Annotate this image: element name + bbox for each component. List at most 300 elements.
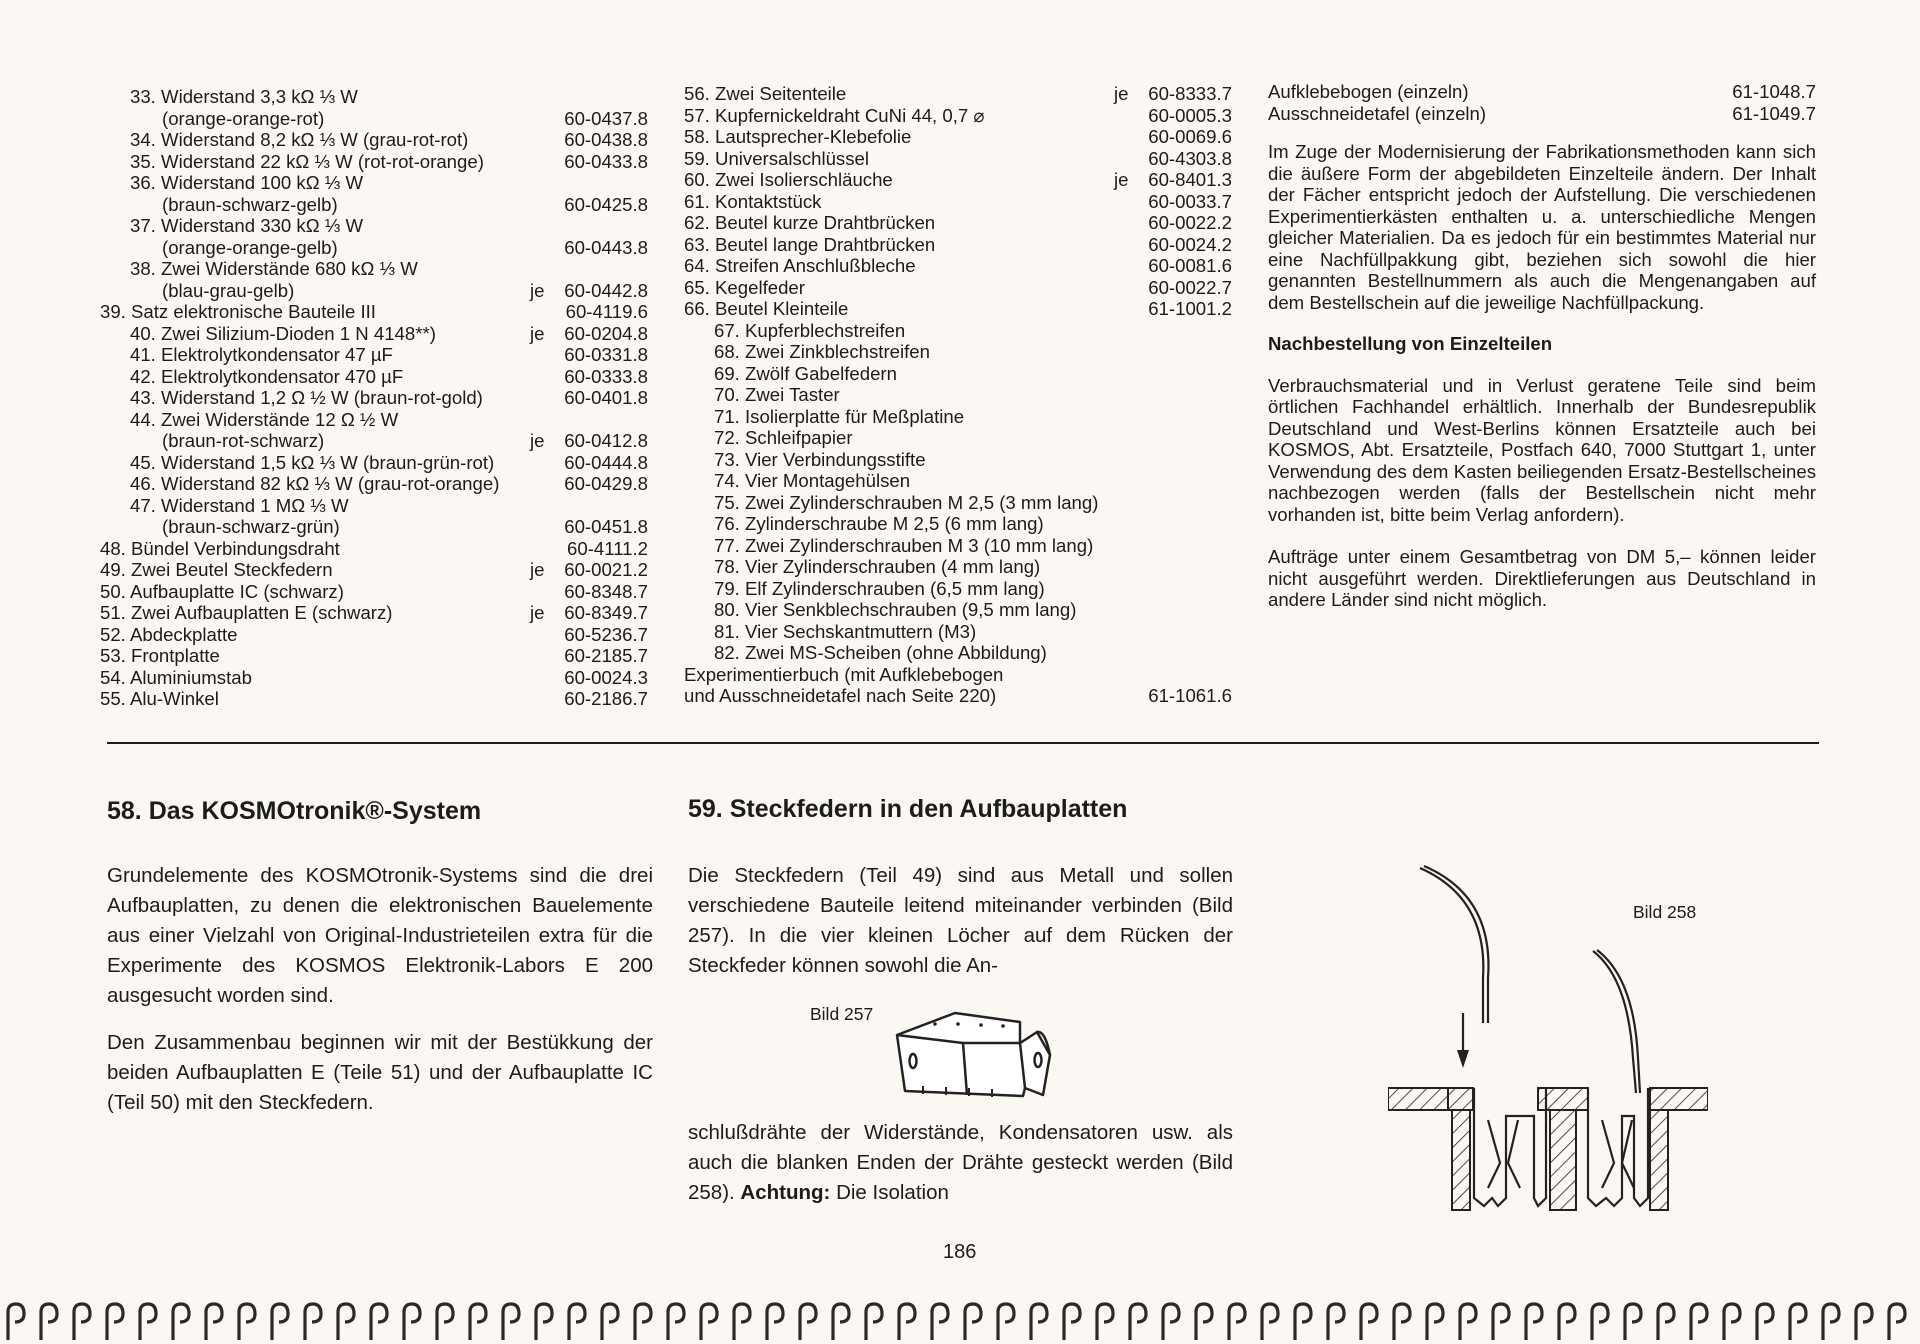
part-name: 37. Widerstand 330 kΩ ⅓ W [130,215,363,236]
part-name: 52. Abdeckplatte [100,623,238,645]
spiral-loop [569,1304,585,1340]
spiral-loop [866,1304,882,1340]
parts-list-row [100,495,648,517]
spiral-loop [668,1304,684,1340]
parts-list-row [684,341,1232,363]
part-name: 66. Beutel Kleinteile [684,298,849,319]
per-unit-marker [530,624,556,646]
per-unit-marker [530,258,556,280]
per-unit-marker [530,237,556,259]
order-minimum-paragraph: Aufträge unter einem Gesamtbetrag von DM 5,– können leider nicht ausgeführt werden. Direktlieferungen aus Deutschland in andere Länder sind nicht möglich. [1268,546,1816,610]
per-unit-marker [1114,212,1140,234]
part-name: 40. Zwei Silizium-Dioden 1 N 4148**) [130,322,436,344]
part-number: 60-0437.8 [564,107,648,129]
parts-list-row [100,301,648,323]
part-name: 80. Vier Senkblechschrauben (9,5 mm lang) [714,599,1077,620]
part-name: 73. Vier Verbindungsstifte [714,448,926,470]
parts-list-row [100,667,648,689]
part-name: 42. Elektrolytkondensator 470 µF [130,365,404,387]
part-number: 60-0081.6 [1148,255,1232,276]
per-unit-marker [530,387,556,409]
spiral-loop [800,1304,816,1340]
part-number [1140,664,1232,686]
part-number: 60-0024.3 [564,666,648,688]
part-number: 60-0333.8 [564,365,648,387]
part-name: 60. Zwei Isolierschläuche [684,169,893,190]
part-number [556,86,648,108]
spiral-loop [1823,1304,1839,1340]
spiral-loop [1229,1304,1245,1340]
parts-list-row [684,427,1232,449]
parts-list-row [100,151,648,173]
info-column [1268,81,1816,611]
part-name: und Ausschneidetafel nach Seite 220) [684,685,997,706]
part-name: 54. Aluminiumstab [100,666,252,688]
spiral-loop [1031,1304,1047,1340]
per-unit-marker [530,86,556,108]
spiral-loop [173,1304,189,1340]
part-number: 60-8333.7 [1148,83,1232,104]
part-number: 60-0022.7 [1148,276,1232,298]
parts-list-row [100,237,648,259]
spiral-loop [635,1304,651,1340]
part-name: 81. Vier Sechskantmuttern (M3) [714,620,977,642]
spiral-loop [734,1304,750,1340]
spiral-loop [932,1304,948,1340]
per-unit-marker [1114,664,1140,686]
parts-list-row [100,108,648,130]
page-number: 186 [943,1241,977,1263]
spiral-loop [1889,1304,1905,1340]
spiral-loop [1295,1304,1311,1340]
part-number: 60-8349.7 [564,602,648,623]
parts-list-row [100,344,648,366]
section-59-title: 59. Steckfedern in den Aufbauplatten [688,795,1128,823]
per-unit-marker [1114,126,1140,148]
part-name: 38. Zwei Widerstände 680 kΩ ⅓ W [130,258,418,279]
parts-list-row [684,492,1232,514]
parts-list-row [100,559,648,581]
section-59-paragraph-1: Die Steckfedern (Teil 49) sind aus Metall und sollen verschiedene Bauteile leitend miteinander verbinden (Bild 257). In die vier kleinen Löcher auf dem Rücken der Steckfeder können sowohl die An- [688,864,1233,977]
parts-list-row [100,688,648,710]
order-item-number: 61-1048.7 [1732,81,1816,102]
spiral-loop [1493,1304,1509,1340]
spiral-loop [107,1304,123,1340]
part-name: 47. Widerstand 1 MΩ ⅓ W [130,494,349,516]
per-unit-marker [530,129,556,151]
parts-list-row [100,258,648,280]
part-number: 60-4303.8 [1148,147,1232,169]
parts-list-row [684,406,1232,428]
per-unit-marker [1114,685,1140,707]
spiral-loop [1658,1304,1674,1340]
spiral-loop [140,1304,156,1340]
part-number: 61-1061.6 [1148,685,1232,706]
part-number [1140,341,1232,363]
parts-list-row [100,172,648,194]
per-unit-marker [530,172,556,194]
per-unit-marker [530,516,556,538]
figure-258-label: Bild 258 [1633,902,1697,922]
spiral-loop [1328,1304,1344,1340]
part-number: 60-2186.7 [564,688,648,709]
part-number: 60-0433.8 [564,150,648,172]
spiral-loop [305,1304,321,1340]
part-number: 60-4111.2 [567,537,648,559]
part-name: 79. Elf Zylinderschrauben (6,5 mm lang) [714,577,1045,599]
per-unit-marker [530,538,556,560]
per-unit-marker: je [530,279,545,301]
spiral-loop [338,1304,354,1340]
per-unit-marker [530,495,556,517]
spiral-loop [371,1304,387,1340]
per-unit-marker [1114,621,1140,643]
per-unit-marker [530,409,556,431]
part-number [1140,599,1232,621]
part-number: 60-0024.2 [1148,233,1232,255]
parts-list-row [100,387,648,409]
per-unit-marker [530,151,556,173]
parts-list-row [100,473,648,495]
spiral-loop [1559,1304,1575,1340]
part-name: 49. Zwei Beutel Steckfedern [100,559,333,580]
per-unit-marker: je [1114,83,1129,104]
parts-list-row [684,621,1232,643]
per-unit-marker [1114,363,1140,385]
spiral-loop [1691,1304,1707,1340]
part-number [1140,578,1232,600]
order-item-number: 61-1049.7 [1732,102,1816,124]
per-unit-marker: je [530,322,545,344]
spiral-loop [74,1304,90,1340]
part-number [556,172,648,194]
part-name: 56. Zwei Seitenteile [684,83,847,104]
spiral-loop [239,1304,255,1340]
part-name: 44. Zwei Widerstände 12 Ω ½ W [130,408,399,430]
per-unit-marker: je [530,602,545,623]
part-name: 67. Kupferblechstreifen [714,319,906,341]
per-unit-marker [1114,384,1140,406]
per-unit-marker [1114,191,1140,213]
single-order-row [1268,81,1816,103]
spiral-loop [965,1304,981,1340]
parts-list-row [684,212,1232,234]
spiral-binding [0,1300,1920,1344]
part-name: 43. Widerstand 1,2 Ω ½ W (braun-rot-gold) [130,387,483,408]
part-number [1140,470,1232,492]
spiral-loop [1724,1304,1740,1340]
spiral-loop [536,1304,552,1340]
parts-list-row [100,323,648,345]
per-unit-marker [1114,535,1140,557]
part-name: 61. Kontaktstück [684,190,822,212]
part-number: 60-0451.8 [564,516,648,537]
per-unit-marker [530,452,556,474]
part-number: 60-0033.7 [1148,190,1232,212]
parts-list-row [684,513,1232,535]
part-number [1140,384,1232,406]
parts-list-row [684,191,1232,213]
part-number [1140,363,1232,385]
per-unit-marker [1114,148,1140,170]
per-unit-marker [1114,255,1140,277]
part-number [1140,513,1232,535]
part-name: 71. Isolierplatte für Meßplatine [714,405,965,427]
section-58-paragraph-2: Den Zusammenbau beginnen wir mit der Bestükkung der beiden Aufbauplatten E (Teile 51) und der Aufbauplatte IC (Teil 50) mit den Steckfedern. [107,1031,653,1114]
part-name: 50. Aufbauplatte IC (schwarz) [100,580,344,602]
parts-list-row [684,578,1232,600]
spiral-loop [8,1304,24,1340]
spiral-loop [503,1304,519,1340]
part-number [1140,320,1232,342]
figure-257-label: Bild 257 [810,1004,874,1024]
per-unit-marker [1114,320,1140,342]
part-number [556,258,648,280]
part-number: 60-0442.8 [564,279,648,301]
parts-list-row [684,363,1232,385]
per-unit-marker [1114,298,1140,320]
parts-list-row [100,215,648,237]
part-name: 77. Zwei Zylinderschrauben M 3 (10 mm lang) [714,534,1094,556]
part-name: 78. Vier Zylinderschrauben (4 mm lang) [714,556,1041,577]
parts-list-row [684,234,1232,256]
per-unit-marker [1114,492,1140,514]
per-unit-marker: je [530,430,545,451]
order-item-name: Ausschneidetafel (einzeln) [1268,102,1487,124]
section-59-paragraph-2: schlußdrähte der Widerstände, Kondensatoren usw. als auch die blanken Enden der Drähte gesteckt werden (Bild 258). Achtung: Die Isolation [688,1121,1233,1204]
part-name: 46. Widerstand 82 kΩ ⅓ W (grau-rot-orange) [130,473,500,494]
part-number: 60-0429.8 [564,473,648,494]
per-unit-marker [1114,277,1140,299]
spiral-loop [41,1304,57,1340]
spiral-loop [206,1304,222,1340]
part-name: 41. Elektrolytkondensator 47 µF [130,344,393,365]
per-unit-marker [1114,470,1140,492]
part-name: 62. Beutel kurze Drahtbrücken [684,212,936,233]
part-name: 59. Universalschlüssel [684,147,869,169]
part-number: 60-0425.8 [564,193,648,215]
spiral-loop [833,1304,849,1340]
section-58-title: 58. Das KOSMOtronik®-System [107,797,482,825]
insertion-arrow-icon [1457,1050,1469,1068]
part-number [1140,621,1232,643]
part-number: 60-0412.8 [564,430,648,451]
part-name: 35. Widerstand 22 kΩ ⅓ W (rot-rot-orange) [130,150,484,172]
part-number [556,215,648,237]
per-unit-marker [1114,556,1140,578]
spiral-loop [1592,1304,1608,1340]
part-name: 65. Kegelfeder [684,276,805,298]
parts-list-row [684,255,1232,277]
per-unit-marker [1114,341,1140,363]
part-number [1140,535,1232,557]
part-name: 72. Schleifpapier [714,427,853,448]
parts-list-row [684,169,1232,191]
part-number: 60-0204.8 [564,322,648,344]
per-unit-marker [1114,599,1140,621]
spiral-loop [1757,1304,1773,1340]
part-number [556,495,648,517]
part-name: 82. Zwei MS-Scheiben (ohne Abbildung) [714,642,1047,663]
spiral-loop [1790,1304,1806,1340]
parts-list-row [100,624,648,646]
parts-list-row [684,556,1232,578]
spiral-loop [998,1304,1014,1340]
section-divider [107,742,1819,744]
part-name: 51. Zwei Aufbauplatten E (schwarz) [100,602,393,623]
spiral-loop [1196,1304,1212,1340]
part-number: 60-8348.7 [564,580,648,602]
per-unit-marker [530,215,556,237]
per-unit-marker [530,688,556,710]
part-number: 60-4119.6 [565,301,648,322]
spiral-loop [1394,1304,1410,1340]
part-name: 69. Zwölf Gabelfedern [714,362,897,384]
parts-list-row [684,105,1232,127]
single-order-row [1268,103,1816,125]
part-number: 61-1001.2 [1148,298,1232,319]
parts-list-row [684,535,1232,557]
parts-list-row [684,685,1232,707]
spiral-loop [404,1304,420,1340]
parts-list-row [684,470,1232,492]
spiral-loop [1625,1304,1641,1340]
per-unit-marker [1114,427,1140,449]
part-name: 64. Streifen Anschlußbleche [684,255,916,276]
parts-list-row [100,129,648,151]
part-name: 76. Zylinderschraube M 2,5 (6 mm lang) [714,513,1044,534]
reorder-paragraph: Verbrauchsmaterial und in Verlust geratene Teile sind beim örtlichen Fachhandel erhältlich. Innerhalb der Bundesrepublik Deutschland und West-Berlins können Ersatzteile auch bei KOSMOS, Abt. Ersatzteile, Postfach 640, 7000 Stuttgart 1, unter Verwendung des dem Kasten beiliegenden Ersatz-Bestellscheines nachbezogen werden (falls der Bestellschein nicht mehr vorhanden ist, bitte beim Verlag anfordern). [1268,374,1816,525]
part-number [1140,449,1232,471]
part-number: 60-0021.2 [564,559,648,580]
parts-list-row [100,452,648,474]
per-unit-marker [530,667,556,689]
parts-list-row [100,602,648,624]
part-name: 55. Alu-Winkel [100,688,219,709]
part-number: 60-0005.3 [1148,104,1232,126]
part-number: 60-8401.3 [1148,169,1232,190]
part-name: (orange-orange-rot) [162,107,325,129]
part-number: 60-0438.8 [564,129,648,150]
part-name: 57. Kupfernickeldraht CuNi 44, 0,7 ⌀ [684,104,985,126]
spiral-loop [701,1304,717,1340]
spiral-loop [767,1304,783,1340]
spiral-loop [1361,1304,1377,1340]
part-name: 45. Widerstand 1,5 kΩ ⅓ W (braun-grün-rot) [130,451,495,473]
per-unit-marker [1114,105,1140,127]
per-unit-marker [530,344,556,366]
parts-list-row [100,409,648,431]
part-name: 36. Widerstand 100 kΩ ⅓ W [130,172,363,193]
parts-list-row [100,645,648,667]
per-unit-marker [530,366,556,388]
part-name: 58. Lautsprecher-Klebefolie [684,126,912,147]
per-unit-marker [530,581,556,603]
part-name: 74. Vier Montagehülsen [714,470,911,491]
part-number: 60-0401.8 [564,387,648,408]
part-number [1140,406,1232,428]
section-58-paragraph-1: Grundelemente des KOSMOtronik-Systems sind die drei Aufbauplatten, zu denen die elektronischen Bauelemente aus einer Vielzahl von Original-Industrieteilen extra für die Experimente des KOSMOS Elektronik-Labors E 200 ausgesucht worden sind. [107,864,653,1007]
spiral-loop [1460,1304,1476,1340]
part-name: 48. Bündel Verbindungsdraht [100,537,340,559]
part-number [1140,492,1232,514]
per-unit-marker: je [530,559,545,580]
parts-list-column-2 [684,83,1232,707]
part-number [1140,642,1232,664]
per-unit-marker [1114,578,1140,600]
spiral-loop [899,1304,915,1340]
parts-list-row [684,449,1232,471]
modernization-notice: Im Zuge der Modernisierung der Fabrikationsmethoden kann sich die äußere Form der abgebildeten Einzelteile ändern. Der Inhalt der Fächer entspricht jedoch der Aufstellung. Die verschiedenen Experimentierkästen enthalten u. a. unterschiedliche Mengen gleicher Materialien. Da es jedoch für ein bestimmtes Material nur eine Nachfüllpakkung gibt, beziehen sich sowohl die hier genannten Bestellnummern als auch die Mengenangaben auf dem Bestellschein auf die jeweilige Nachfüllpackung. [1268,141,1816,313]
part-name: 68. Zwei Zinkblechstreifen [714,341,930,362]
per-unit-marker [530,108,556,130]
part-name: Experimentierbuch (mit Aufklebebogen [684,663,1004,685]
part-name: 34. Widerstand 8,2 kΩ ⅓ W (grau-rot-rot) [130,129,469,150]
per-unit-marker [1114,642,1140,664]
part-number: 60-0444.8 [564,451,648,473]
parts-list-row [684,83,1232,105]
per-unit-marker [1114,513,1140,535]
parts-list-row [684,148,1232,170]
parts-list-row [100,366,648,388]
single-order-list [1268,81,1816,124]
spiral-loop [1130,1304,1146,1340]
part-name: (braun-rot-schwarz) [162,430,325,451]
part-number: 60-0069.6 [1148,126,1232,147]
spiral-loop [470,1304,486,1340]
figure-257-spring-drawing [885,1000,1060,1105]
parts-list-row [100,86,648,108]
parts-list-row [684,599,1232,621]
parts-list-row [100,280,648,302]
spiral-loop [1163,1304,1179,1340]
per-unit-marker [1114,449,1140,471]
parts-list-row [100,581,648,603]
spiral-loop [1262,1304,1278,1340]
part-number: 60-5236.7 [564,623,648,645]
reorder-heading: Nachbestellung von Einzelteilen [1268,333,1553,354]
spiral-loop [1526,1304,1542,1340]
order-item-name: Aufklebebogen (einzeln) [1268,81,1469,102]
parts-list-row [684,277,1232,299]
part-number: 60-2185.7 [564,645,648,666]
part-name: (braun-schwarz-gelb) [162,193,338,215]
part-name: 33. Widerstand 3,3 kΩ ⅓ W [130,86,358,107]
parts-list-row [684,126,1232,148]
part-name: (orange-orange-gelb) [162,236,338,258]
spiral-loop [602,1304,618,1340]
parts-list-column-1 [100,86,648,710]
per-unit-marker [530,194,556,216]
per-unit-marker [1114,234,1140,256]
spiral-loop [1427,1304,1443,1340]
per-unit-marker: je [1114,169,1129,190]
parts-list-row [684,320,1232,342]
part-number [1140,427,1232,449]
part-number: 60-0022.2 [1148,212,1232,233]
per-unit-marker [530,473,556,495]
parts-list-row [684,664,1232,686]
per-unit-marker [1114,406,1140,428]
part-name: 63. Beutel lange Drahtbrücken [684,233,936,255]
part-number [1140,556,1232,578]
part-name: 39. Satz elektronische Bauteile III [100,301,376,322]
part-name: (braun-schwarz-grün) [162,516,340,537]
part-name: 70. Zwei Taster [714,384,840,405]
spiral-loop [437,1304,453,1340]
figure-258-cross-section-drawing [1388,858,1708,1213]
spiral-loop [1097,1304,1113,1340]
